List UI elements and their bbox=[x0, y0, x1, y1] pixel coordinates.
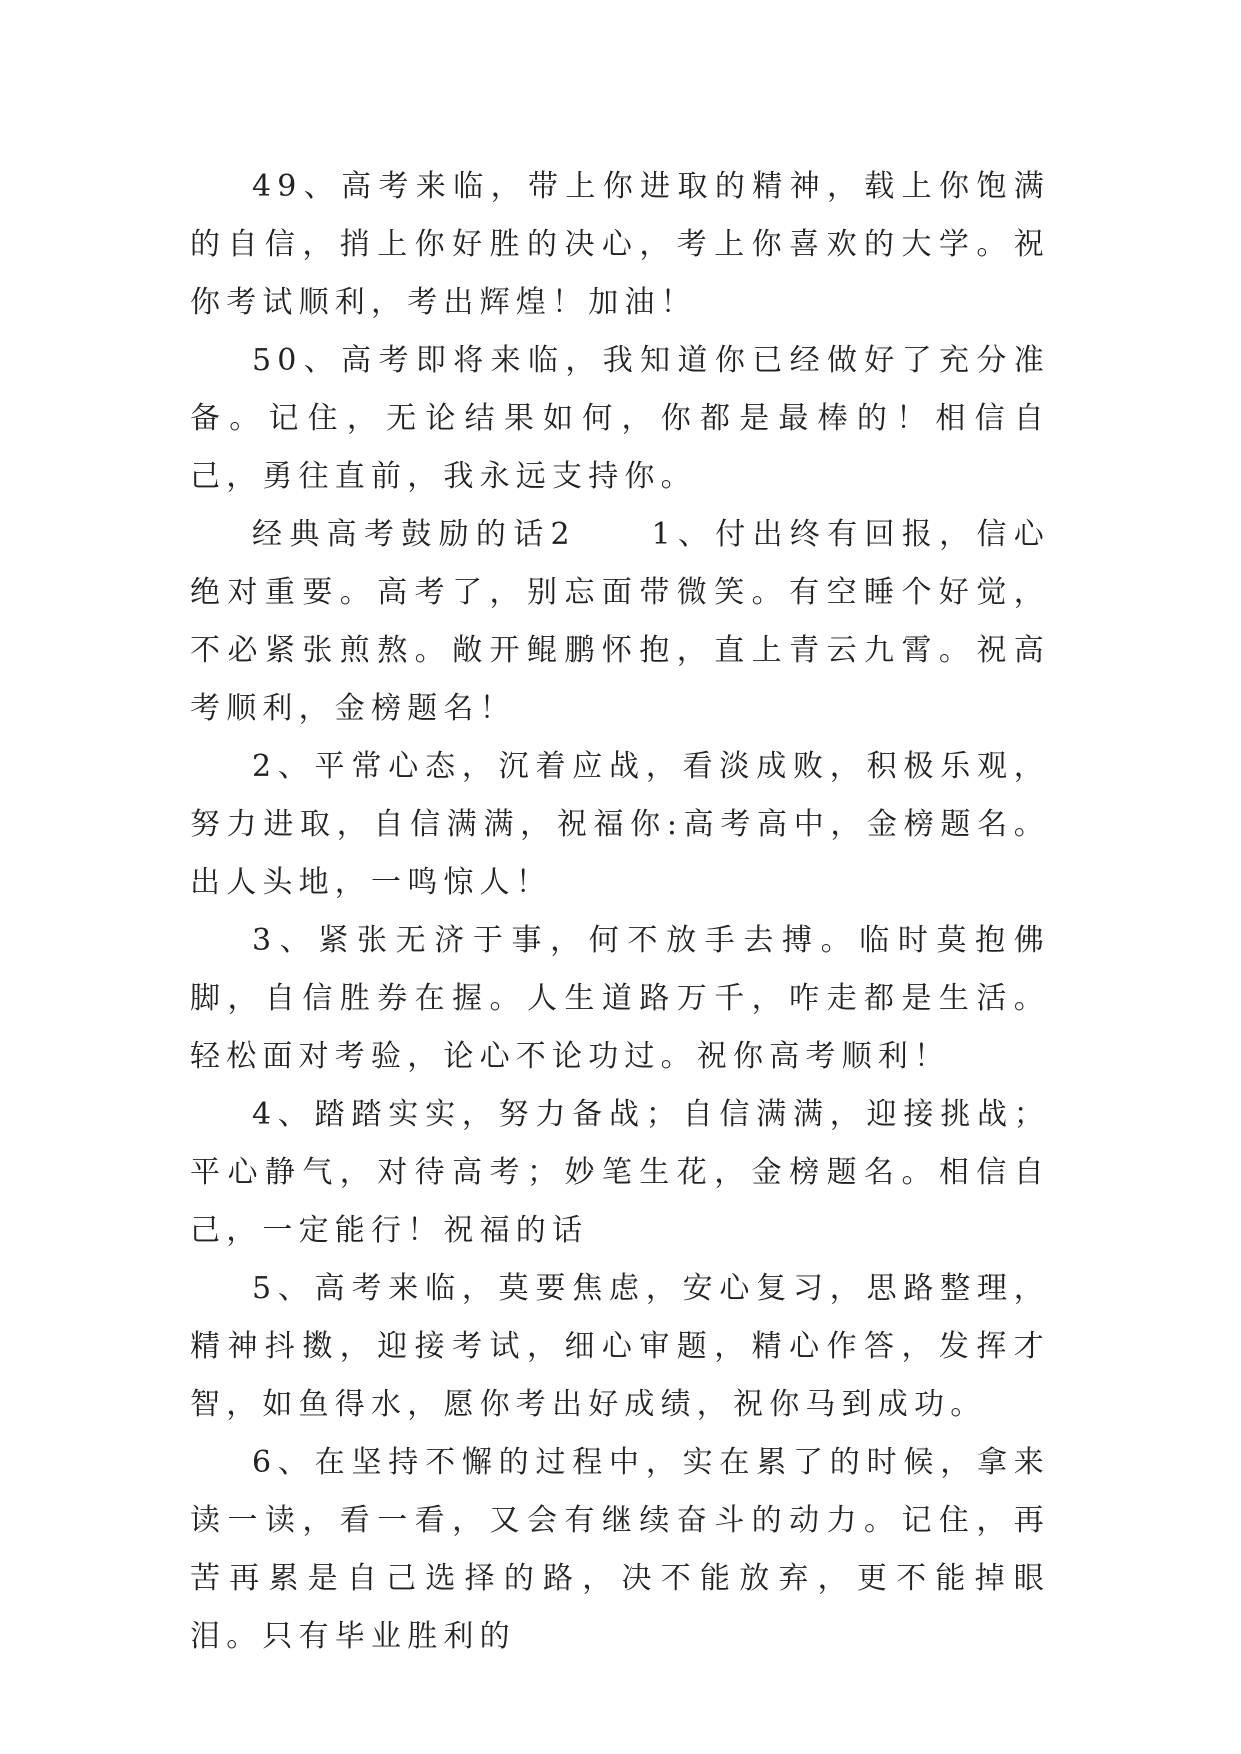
paragraph-49: 49、高考来临，带上你进取的精神，载上你饱满的自信，捎上你好胜的决心，考上你喜欢的大学。祝你考试顺利，考出辉煌！加油！ bbox=[190, 169, 1050, 320]
paragraph-item-3: 3、紧张无济于事，何不放手去搏。临时莫抱佛脚，自信胜券在握。人生道路万千，咋走都是生活。轻松面对考验，论心不论功过。祝你高考顺利！ bbox=[190, 923, 1050, 1074]
paragraph-item-6: 6、在坚持不懈的过程中，实在累了的时候，拿来读一读，看一看，又会有继续奋斗的动力。记住，再苦再累是自己选择的路，决不能放弃，更不能掉眼泪。只有毕业胜利的 bbox=[190, 1445, 1050, 1654]
document-body bbox=[190, 158, 1050, 1666]
paragraph-item-5: 5、高考来临，莫要焦虑，安心复习，思路整理，精神抖擞，迎接考试，细心审题，精心作答，发挥才智，如鱼得水，愿你考出好成绩，祝你马到成功。 bbox=[190, 1271, 1050, 1422]
paragraph-item-2: 2、平常心态，沉着应战，看淡成败，积极乐观，努力进取，自信满满，祝福你:高考高中，金榜题名。出人头地，一鸣惊人！ bbox=[190, 749, 1050, 900]
paragraph-section-2-item-1: 经典高考鼓励的话2 1、付出终有回报，信心绝对重要。高考了，别忘面带微笑。有空睡个好觉，不必紧张煎熬。敞开鲲鹏怀抱，直上青云九霄。祝高考顺利，金榜题名！ bbox=[190, 517, 1050, 726]
paragraph-50: 50、高考即将来临，我知道你已经做好了充分准备。记住，无论结果如何，你都是最棒的！相信自己，勇往直前，我永远支持你。 bbox=[190, 343, 1050, 494]
paragraph-item-4: 4、踏踏实实，努力备战；自信满满，迎接挑战；平心静气，对待高考；妙笔生花，金榜题名。相信自己，一定能行！祝福的话 bbox=[190, 1097, 1050, 1248]
